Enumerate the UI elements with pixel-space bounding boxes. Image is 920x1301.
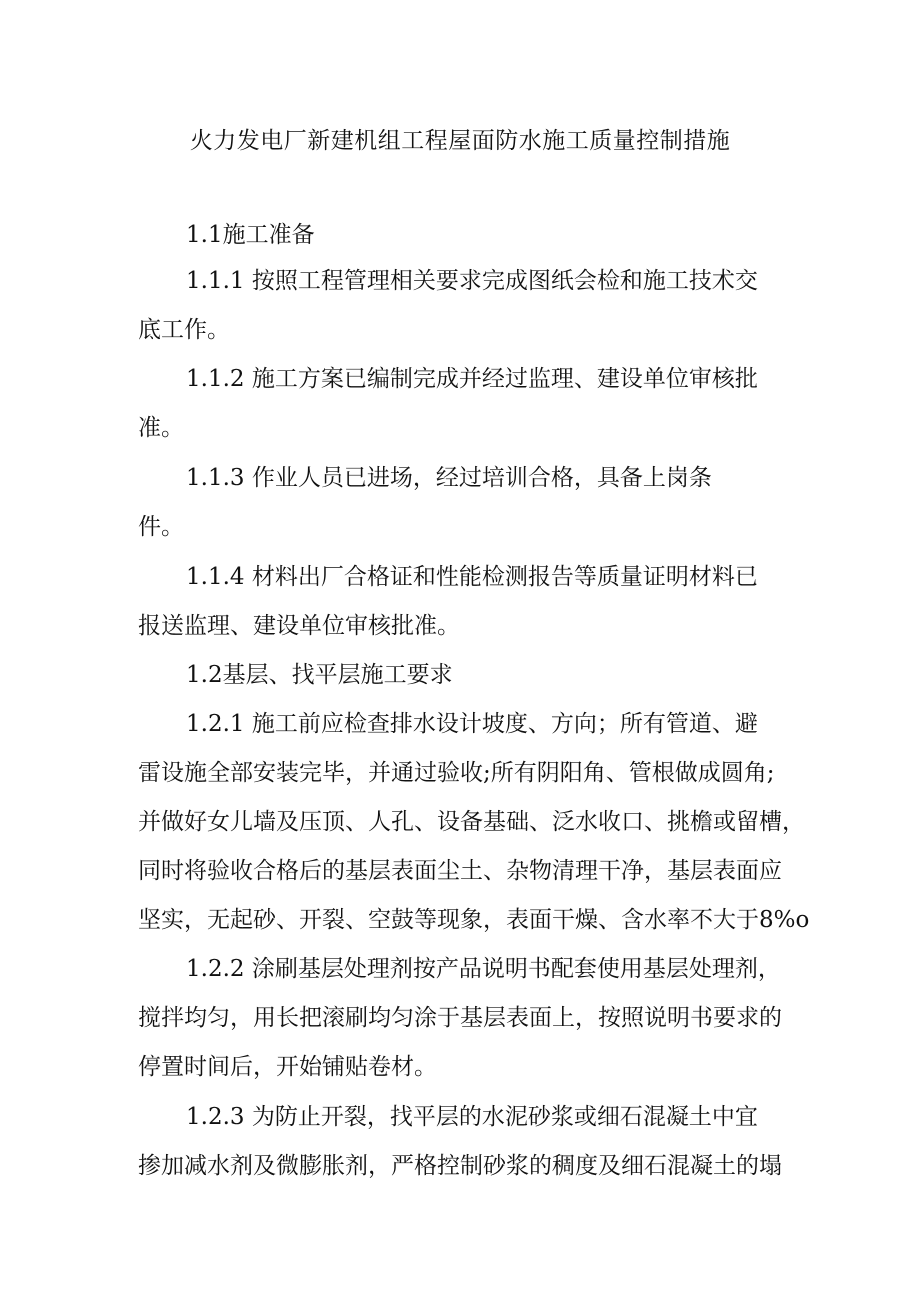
paragraph-line: 1.2.2 涂刷基层处理剂按产品说明书配套使用基层处理剂， — [186, 956, 781, 982]
section-heading: 1.2基层、找平层施工要求 — [186, 662, 453, 688]
paragraph-line: 件。 — [138, 514, 184, 540]
paragraph-line: 报送监理、建设单位审核批准。 — [138, 613, 460, 639]
paragraph-line: 准。 — [138, 415, 184, 441]
paragraph-line: 雷设施全部安装完毕，并通过验收;所有阴阳角、管根做成圆角; — [138, 760, 775, 786]
paragraph-line: 搅拌均匀，用长把滚刷均匀涂于基层表面上，按照说明书要求的 — [138, 1005, 782, 1031]
paragraph-line: 1.1.4 材料出厂合格证和性能检测报告等质量证明材料已 — [186, 564, 758, 590]
paragraph-line: 1.1.2 施工方案已编制完成并经过监理、建设单位审核批 — [186, 366, 758, 392]
paragraph-line: 底工作。 — [138, 317, 230, 343]
paragraph-line: 掺加减水剂及微膨胀剂，严格控制砂浆的稠度及细石混凝土的塌 — [138, 1153, 782, 1179]
paragraph-line: 同时将验收合格后的基层表面尘土、杂物清理干净，基层表面应 — [138, 858, 782, 884]
paragraph-line: 并做好女儿墙及压顶、人孔、设备基础、泛水收口、挑檐或留槽， — [138, 809, 805, 835]
section-heading: 1.1施工准备 — [186, 222, 315, 248]
paragraph-line: 1.2.3 为防止开裂，找平层的水泥砂浆或细石混凝土中宜 — [186, 1104, 758, 1130]
paragraph-line: 坚实，无起砂、开裂、空鼓等现象，表面干燥、含水率不大于8%o — [138, 907, 810, 933]
paragraph-line: 1.1.1 按照工程管理相关要求完成图纸会检和施工技术交 — [186, 268, 758, 294]
paragraph-line: 停置时间后，开始铺贴卷材。 — [138, 1054, 437, 1080]
paragraph-line: 1.2.1 施工前应检查排水设计坡度、方向；所有管道、避 — [186, 711, 758, 737]
document-title: 火力发电厂新建机组工程屋面防水施工质量控制措施 — [189, 128, 731, 154]
paragraph-line: 1.1.3 作业人员已进场，经过培训合格，具备上岗条 — [186, 465, 712, 491]
